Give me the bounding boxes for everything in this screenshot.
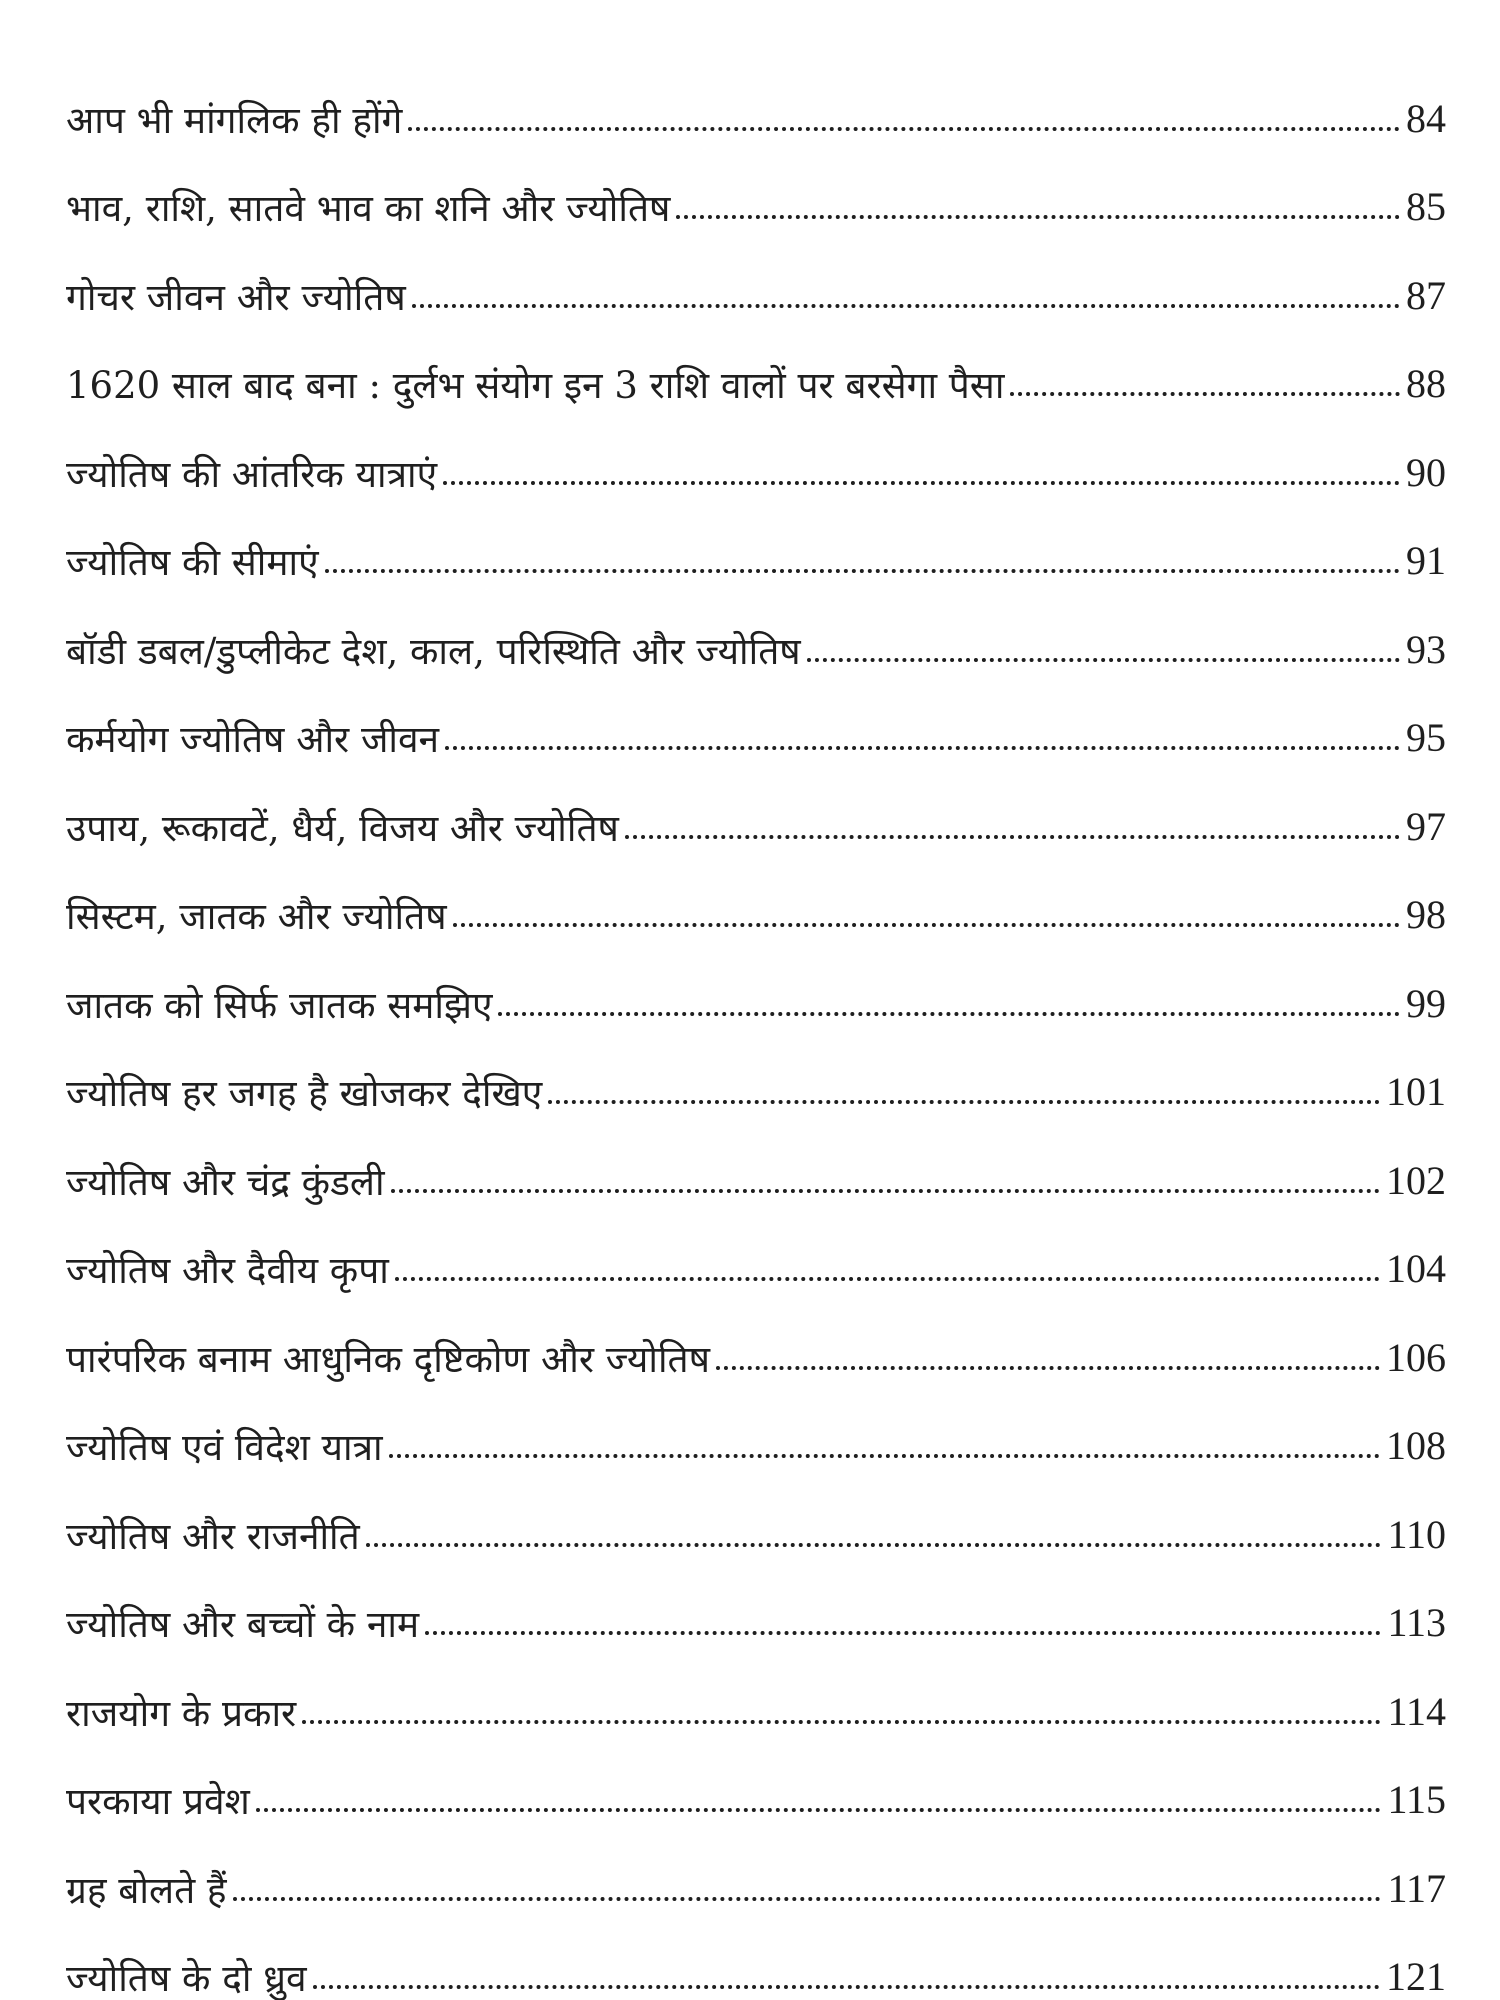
- toc-entry: [66, 581, 1446, 673]
- toc-entry-title: जातक को सिर्फ जातक समझिए: [66, 983, 493, 1027]
- toc-entry-page: 98: [1406, 892, 1446, 937]
- dot-leader: [325, 569, 1400, 573]
- dot-leader: [625, 835, 1400, 839]
- dot-leader: [453, 923, 1400, 927]
- toc-entry-title: भाव, राशि, सातवे भाव का शनि और ज्योतिष: [66, 187, 671, 230]
- toc-entry: [66, 1112, 1446, 1204]
- toc-entry: [66, 1555, 1446, 1644]
- dot-leader: [313, 1985, 1380, 1989]
- toc-entry-title: ज्योतिष और दैवीय कृपा: [66, 1249, 389, 1292]
- toc-entry-page: 93: [1406, 626, 1446, 672]
- dot-leader: [233, 1897, 1382, 1901]
- toc-entry: [66, 404, 1446, 496]
- toc-entry-page: 87: [1406, 272, 1446, 318]
- toc-entry-title: पारंपरिक बनाम आधुनिक दृष्टिकोण और ज्योतिष: [66, 1337, 710, 1381]
- toc-entry-page: 117: [1387, 1865, 1446, 1911]
- toc-entry-page: 90: [1406, 449, 1446, 495]
- toc-entry: [66, 1466, 1446, 1558]
- toc-entry: [66, 227, 1446, 319]
- toc-entry-page: 104: [1386, 1246, 1446, 1291]
- dot-leader: [807, 658, 1400, 662]
- table-of-contents: [66, 50, 1446, 2000]
- toc-entry-title: उपाय, रूकावटें, धैर्य, विजय और ज्योतिष: [66, 806, 619, 850]
- toc-entry-page: 84: [1406, 95, 1446, 141]
- toc-entry-page: 113: [1387, 1600, 1446, 1645]
- toc-entry: [66, 1289, 1446, 1381]
- dot-leader: [366, 1543, 1382, 1547]
- toc-entry-page: 88: [1406, 361, 1446, 406]
- toc-entry-title: कर्मयोग ज्योतिष और जीवन: [66, 718, 440, 761]
- dot-leader: [445, 746, 1400, 750]
- toc-entry-page: 85: [1406, 184, 1446, 229]
- toc-entry-page: 91: [1406, 538, 1446, 583]
- toc-entry-page: 106: [1386, 1334, 1446, 1380]
- toc-entry: [66, 1820, 1446, 1912]
- toc-entry-title: ज्योतिष की सीमाएं: [66, 541, 319, 584]
- toc-entry: [66, 1732, 1446, 1821]
- toc-entry: [66, 316, 1446, 405]
- toc-entry-title: 1620 साल बाद बना : दुर्लभ संयोग इन 3 राशि वालों पर बरसेगा पैसा: [66, 364, 1005, 407]
- toc-entry-title: आप भी मांगलिक ही होंगे: [66, 98, 403, 142]
- dot-leader: [498, 1012, 1400, 1016]
- dot-leader: [389, 1454, 1380, 1458]
- toc-entry: [66, 1909, 1446, 1998]
- dot-leader: [302, 1720, 1381, 1724]
- toc-entry-title: ज्योतिष एवं विदेश यात्रा: [66, 1426, 383, 1469]
- dot-leader: [256, 1808, 1382, 1812]
- toc-entry-title: ग्रह बोलते हैं: [66, 1868, 227, 1912]
- toc-entry: [66, 935, 1446, 1027]
- dot-leader: [1010, 392, 1400, 396]
- toc-entry-title: ज्योतिष और राजनीति: [66, 1514, 360, 1558]
- toc-entry: [66, 1643, 1446, 1735]
- toc-entry-page: 97: [1406, 803, 1446, 849]
- toc-entry-page: 102: [1386, 1157, 1446, 1203]
- toc-entry-title: बॉडी डबल/डुप्लीकेट देश, काल, परिस्थिति और ज्योतिष: [66, 629, 801, 673]
- dot-leader: [408, 127, 1400, 131]
- toc-entry: [66, 758, 1446, 850]
- dot-leader: [548, 1100, 1380, 1104]
- toc-entry: [66, 1378, 1446, 1467]
- toc-entry-title: ज्योतिष के दो ध्रुव: [66, 1957, 307, 2000]
- dot-leader: [395, 1277, 1380, 1281]
- toc-entry-page: 115: [1387, 1777, 1446, 1822]
- toc-entry-page: 110: [1387, 1511, 1446, 1557]
- toc-entry: [66, 493, 1446, 582]
- toc-entry-title: सिस्टम, जातक और ज्योतिष: [66, 895, 447, 938]
- toc-entry: [66, 139, 1446, 228]
- toc-entry-title: ज्योतिष की आंतरिक यात्राएं: [66, 452, 438, 496]
- dot-leader: [676, 215, 1400, 219]
- dot-leader: [412, 304, 1400, 308]
- dot-leader: [443, 481, 1400, 485]
- toc-entry-title: गोचर जीवन और ज्योतिष: [66, 275, 406, 319]
- toc-entry-title: परकाया प्रवेश: [66, 1780, 250, 1823]
- toc-entry-page: 101: [1386, 1069, 1446, 1114]
- toc-entry: [66, 1201, 1446, 1290]
- dot-leader: [716, 1366, 1380, 1370]
- toc-entry-page: 108: [1386, 1423, 1446, 1468]
- toc-entry-title: राजयोग के प्रकार: [66, 1691, 297, 1735]
- toc-entry-title: ज्योतिष और बच्चों के नाम: [66, 1603, 420, 1646]
- toc-entry: [66, 1024, 1446, 1113]
- toc-entry: [66, 847, 1446, 936]
- toc-entry-page: 121: [1386, 1954, 1446, 1999]
- toc-entry: [66, 50, 1446, 142]
- toc-entry-title: ज्योतिष और चंद्र कुंडली: [66, 1160, 385, 1204]
- dot-leader: [425, 1631, 1381, 1635]
- toc-entry-page: 99: [1406, 980, 1446, 1026]
- toc-entry-page: 114: [1387, 1688, 1446, 1734]
- dot-leader: [391, 1189, 1380, 1193]
- toc-entry-title: ज्योतिष हर जगह है खोजकर देखिए: [66, 1072, 543, 1115]
- toc-entry-page: 95: [1406, 715, 1446, 760]
- toc-entry: [66, 670, 1446, 759]
